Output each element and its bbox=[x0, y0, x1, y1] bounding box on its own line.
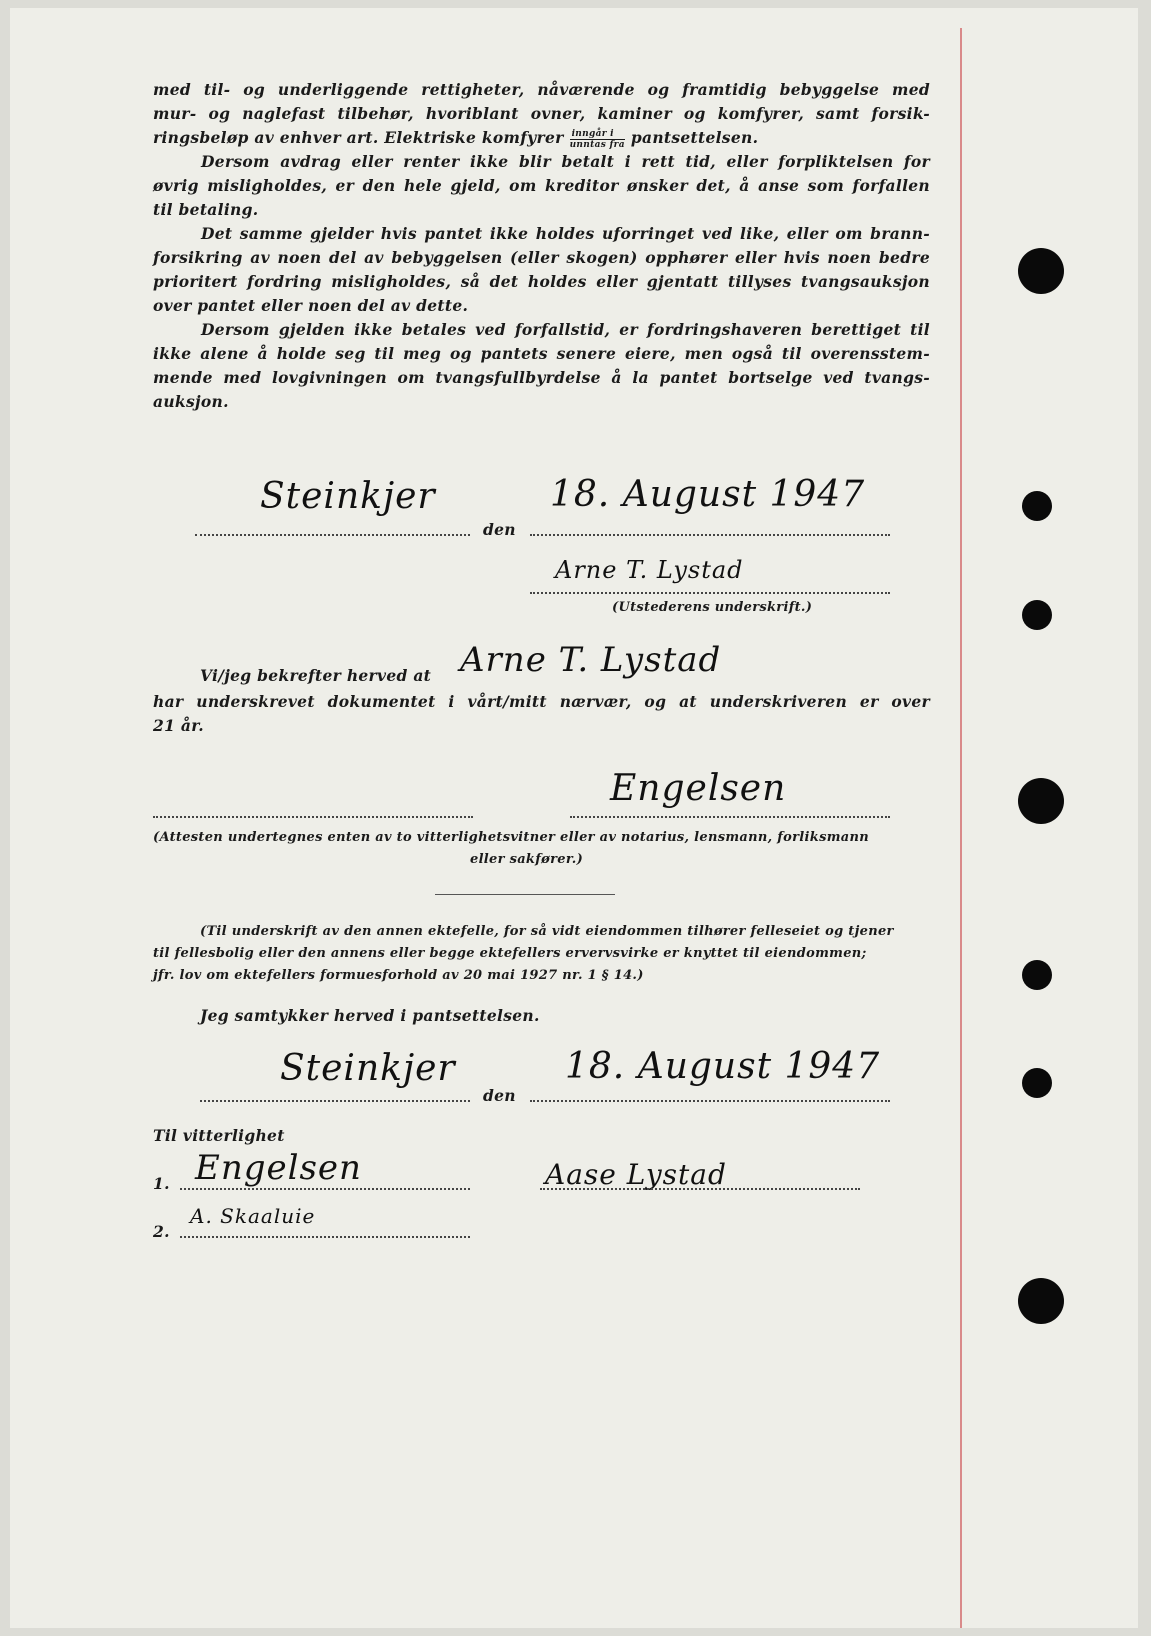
place-handwritten: Steinkjer bbox=[260, 476, 436, 517]
para4-line: auksjon. bbox=[153, 392, 229, 411]
date-handwritten: 18. August 1947 bbox=[550, 474, 866, 515]
witness-number: 2. bbox=[153, 1222, 170, 1241]
punch-hole bbox=[1018, 1278, 1064, 1324]
attest-note-line: eller sakfører.) bbox=[470, 852, 584, 867]
attest-line-left bbox=[153, 816, 473, 818]
para1-line3-end: pantsettelsen. bbox=[630, 128, 759, 147]
confirm-line: 21 år. bbox=[153, 716, 204, 735]
para1-line: med til- og underliggende rettigheter, nåværende og framtidig bebyggelse med bbox=[153, 80, 930, 99]
punch-hole bbox=[1022, 960, 1052, 990]
consent-place-handwritten: Steinkjer bbox=[280, 1048, 456, 1089]
para4-line: mende med lovgivningen om tvangsfullbyrdelse å la pantet bortselge ved tvangs- bbox=[153, 368, 930, 387]
consent-den-label: den bbox=[483, 1086, 516, 1105]
confirm-lead: Vi/jeg bekrefter herved at bbox=[200, 666, 432, 685]
confirmed-name-handwritten: Arne T. Lystad bbox=[460, 640, 722, 680]
issuer-signature: Arne T. Lystad bbox=[555, 556, 744, 584]
punch-hole bbox=[1022, 600, 1052, 630]
date-line bbox=[530, 534, 890, 536]
witness-heading: Til vitterlighet bbox=[153, 1126, 285, 1145]
para1-line3-text: ringsbeløp av enhver art. Elektriske komfyrer bbox=[153, 128, 564, 147]
witness-number: 1. bbox=[153, 1174, 170, 1193]
fraction-top: inngår i bbox=[570, 129, 625, 140]
para1-line bbox=[153, 126, 930, 150]
para1-line: mur- og naglefast tilbehør, hvoriblant ovner, kaminer og komfyrer, samt forsik- bbox=[153, 104, 930, 123]
document-page bbox=[10, 8, 1138, 1628]
para2-line: Dersom avdrag eller renter ikke blir betalt i rett tid, eller forpliktelsen for bbox=[201, 152, 930, 171]
para4-line: ikke alene å holde seg til meg og pantets senere eiere, men også til overensstem- bbox=[153, 344, 930, 363]
witness-2-line bbox=[180, 1236, 470, 1238]
attest-line-right bbox=[570, 816, 890, 818]
para3-line: Det samme gjelder hvis pantet ikke holdes uforringet ved like, eller om brann- bbox=[201, 224, 930, 243]
spouse-note-line: (Til underskrift av den annen ektefelle, for så vidt eiendommen tilhører felleseiet og tjener bbox=[200, 924, 894, 939]
issuer-caption: (Utstederens underskrift.) bbox=[612, 600, 813, 615]
consent-place-line bbox=[200, 1100, 470, 1102]
para3-line: prioritert fordring misligholdes, så det holdes eller gjentatt tillyses tvangsauksjon bbox=[153, 272, 930, 291]
para2-line: til betaling. bbox=[153, 200, 259, 219]
margin-rule bbox=[960, 28, 962, 1628]
witness-1-line bbox=[180, 1188, 470, 1190]
consent-date-handwritten: 18. August 1947 bbox=[565, 1046, 881, 1087]
spouse-signature-line bbox=[540, 1188, 860, 1190]
para3-line: forsikring av noen del av bebyggelsen (eller skogen) opphører eller hvis noen bedre bbox=[153, 248, 930, 267]
attest-note-line: (Attesten undertegnes enten av to vitterlighetsvitner eller av notarius, lensmann, forliksmann bbox=[153, 830, 869, 845]
punch-hole bbox=[1018, 248, 1064, 294]
den-label: den bbox=[483, 520, 516, 539]
para3-line: over pantet eller noen del av dette. bbox=[153, 296, 469, 315]
confirm-text bbox=[153, 690, 930, 738]
para4-line: Dersom gjelden ikke betales ved forfallstid, er fordringshaveren berettiget til bbox=[201, 320, 930, 339]
mortgage-terms bbox=[153, 78, 930, 414]
spouse-note-line: til fellesbolig eller den annens eller begge ektefellers ervervsvirke er knyttet til eiendommen; bbox=[153, 946, 867, 961]
witness-1-signature: Engelsen bbox=[195, 1148, 362, 1188]
spouse-signature: Aase Lystad bbox=[545, 1158, 727, 1191]
fraction-bottom: unntas fra bbox=[569, 139, 625, 150]
punch-hole bbox=[1022, 1068, 1052, 1098]
confirm-line: har underskrevet dokumentet i vårt/mitt nærvær, og at underskriveren er over bbox=[153, 692, 930, 711]
punch-hole bbox=[1018, 778, 1064, 824]
witness-2-signature: A. Skaaluie bbox=[190, 1204, 316, 1228]
issuer-signature-line bbox=[530, 592, 890, 594]
spouse-note-line: jfr. lov om ektefellers formuesforhold av 20 mai 1927 nr. 1 § 14.) bbox=[153, 968, 644, 983]
punch-hole bbox=[1022, 491, 1052, 521]
separator bbox=[435, 894, 615, 895]
para2-line: øvrig misligholdes, er den hele gjeld, om kreditor ønsker det, å anse som forfallen bbox=[153, 176, 930, 195]
place-line bbox=[195, 534, 470, 536]
consent-text: Jeg samtykker herved i pantsettelsen. bbox=[200, 1006, 540, 1025]
attesting-signature: Engelsen bbox=[610, 768, 787, 809]
consent-date-line bbox=[530, 1100, 890, 1102]
inclusion-fraction bbox=[570, 129, 625, 150]
